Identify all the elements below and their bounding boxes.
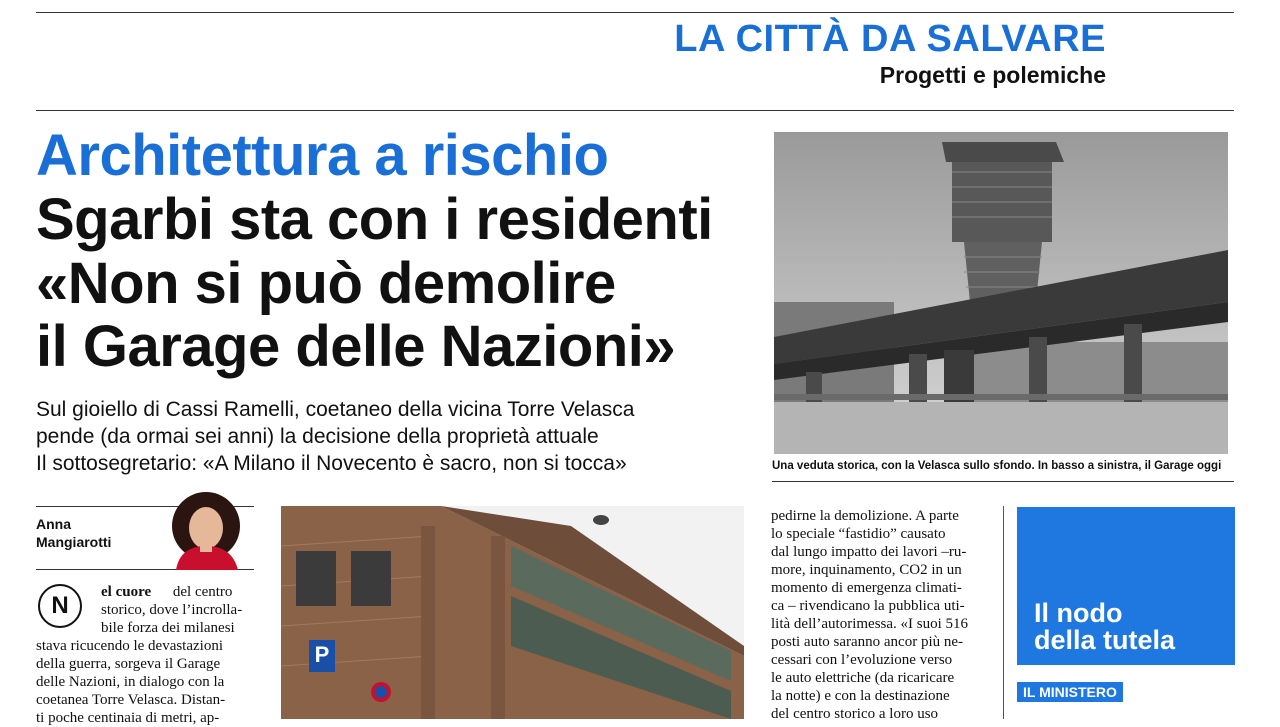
headline-kicker: Architettura a rischio (36, 123, 609, 188)
article-line: la notte) e con la destinazione (771, 688, 950, 704)
article-line: more, inquinamento, CO2 in un (771, 562, 962, 578)
byline-last-name: Mangiarotti (36, 534, 112, 550)
photo-caption: Una veduta storica, con la Velasca sullo sfondo. In basso a sinistra, il Garage oggi (772, 460, 1222, 472)
article-line: della guerra, sorgeva il Garage (36, 656, 221, 672)
deck-line-3: Il sottosegretario: «A Milano il Novecento è sacro, non si tocca» (36, 452, 627, 475)
column-divider (1003, 506, 1004, 719)
headline-line-2: «Non si può demolire (36, 251, 616, 316)
article-line: lo speciale “fastidio” causato (771, 526, 946, 542)
article-line: posti auto saranno ancor più ne- (771, 634, 964, 650)
header-rule (36, 110, 1234, 111)
headline-line-1: Sgarbi sta con i residenti (36, 187, 713, 252)
article-line: le auto elettriche (da ricaricare (771, 670, 955, 686)
article-line: delle Nazioni, in dialogo con la (36, 674, 225, 690)
article-line: dal lungo impatto dei lavori –ru- (771, 544, 967, 560)
sidebar-box-title-line-2: della tutela (1034, 625, 1176, 655)
drop-cap: N (38, 584, 82, 628)
article-line-lead (101, 583, 232, 601)
article-line: momento di emergenza climati- (771, 580, 962, 596)
author-avatar (156, 488, 252, 570)
lead-in: el cuore (101, 584, 152, 600)
velasca-photo (774, 132, 1228, 454)
article-line: cessari con l’evoluzione verso (771, 652, 953, 668)
section-title: LA CITTÀ DA SALVARE (674, 18, 1106, 60)
parking-sign-letter: P (314, 642, 330, 667)
deck-line-2: pende (da ormai sei anni) la decisione della proprietà attuale (36, 425, 599, 448)
sidebar-box-title (1034, 600, 1175, 654)
garage-photo (281, 506, 744, 719)
byline-first-name: Anna (36, 516, 71, 532)
deck-line-1: Sul gioiello di Cassi Ramelli, coetaneo della vicina Torre Velasca (36, 398, 635, 421)
article-line: bile forza dei milanesi (101, 620, 235, 636)
article-line: lità dell’autorimessa. «I suoi 516 (771, 616, 969, 632)
sidebar-box-title-line-1: Il nodo (1034, 598, 1123, 628)
article-line: ca – rivendicano la pubblica uti- (771, 598, 965, 614)
lead-rest: del centro (172, 584, 233, 600)
section-subtitle: Progetti e polemiche (879, 62, 1106, 88)
sidebar-tag: IL MINISTERO (1017, 682, 1123, 702)
article-line: storico, dove l’incrolla- (101, 602, 243, 618)
headline-line-3: il Garage delle Nazioni» (36, 314, 676, 379)
top-rule (36, 12, 1234, 13)
caption-rule (772, 481, 1234, 482)
article-line: pedirne la demolizione. A parte (771, 508, 959, 524)
article-line: ti poche centinaia di metri, ap- (36, 710, 220, 726)
article-line: stava ricucendo le devastazioni (36, 638, 224, 654)
article-line: del centro storico a loro uso (771, 706, 939, 722)
article-line: coetanea Torre Velasca. Distan- (36, 692, 226, 708)
